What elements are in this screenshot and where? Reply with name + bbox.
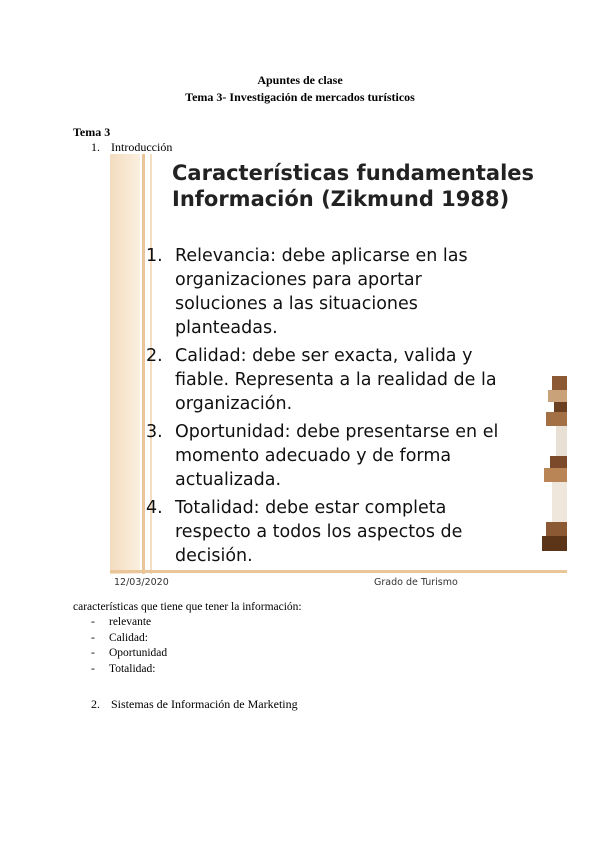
slide-point-number: 2. (146, 346, 163, 366)
list-item (91, 615, 167, 631)
item-number: 1. (91, 140, 100, 154)
slide-footer: Grado de Turismo (374, 577, 458, 588)
slide-point (146, 420, 565, 492)
slide-point-number: 1. (146, 246, 163, 266)
slide-title-line-2: Información (Zikmund 1988) (172, 187, 510, 211)
characteristics-list (91, 615, 167, 677)
list-item-text: relevante (109, 616, 152, 628)
item-label: Sistemas de Información de Marketing (111, 697, 298, 711)
bullet-dash: - (91, 647, 95, 659)
document-subtitle: Tema 3- Investigación de mercados turísticos (185, 90, 415, 104)
slide-point (146, 344, 565, 416)
list-item-text: Calidad: (109, 631, 148, 644)
list-item (91, 631, 167, 647)
item-number: 2. (91, 697, 100, 711)
books-illustration (542, 376, 567, 551)
slide-title (172, 160, 534, 212)
list-item-text: Oportunidad (109, 647, 168, 659)
slide-points-list (146, 244, 565, 572)
document-header (0, 72, 600, 106)
item-label: Introducción (111, 140, 173, 154)
bullet-dash: - (91, 616, 95, 628)
slide-date: 12/03/2020 (114, 577, 169, 588)
section-item-introduccion (91, 140, 172, 155)
slide-point-text: Relevancia: debe aplicarse en las organizaciones para aportar soluciones a las situaciones planteadas. (175, 246, 468, 338)
slide-side-band (110, 154, 140, 574)
slide-point-text: Totalidad: debe estar completa respecto a todos los aspectos de decisión. (175, 498, 463, 566)
list-item-text: Totalidad: (109, 662, 156, 675)
slide-point-number: 3. (146, 422, 163, 442)
slide-point-text: Calidad: debe ser exacta, valida y fiable. Representa a la realidad de la organización. (175, 346, 497, 414)
section-title: Tema 3 (73, 125, 111, 139)
slide-side-stripe (142, 154, 145, 574)
document-title: Apuntes de clase (257, 73, 343, 87)
slide-point-text: Oportunidad: debe presentarse en el momento adecuado y de forma actualizada. (175, 422, 499, 490)
slide-point (146, 244, 565, 340)
section-item-sistemas (91, 697, 298, 712)
list-item (91, 662, 167, 678)
bullet-dash: - (91, 662, 95, 675)
slide-point (146, 496, 565, 568)
slide-title-line-1: Características fundamentales (172, 161, 535, 185)
body-intro-line: características que tiene que tener la información: (73, 601, 302, 613)
slide-point-number: 4. (146, 498, 163, 518)
list-item (91, 646, 167, 662)
slide-image (110, 154, 567, 594)
bullet-dash: - (91, 631, 95, 644)
